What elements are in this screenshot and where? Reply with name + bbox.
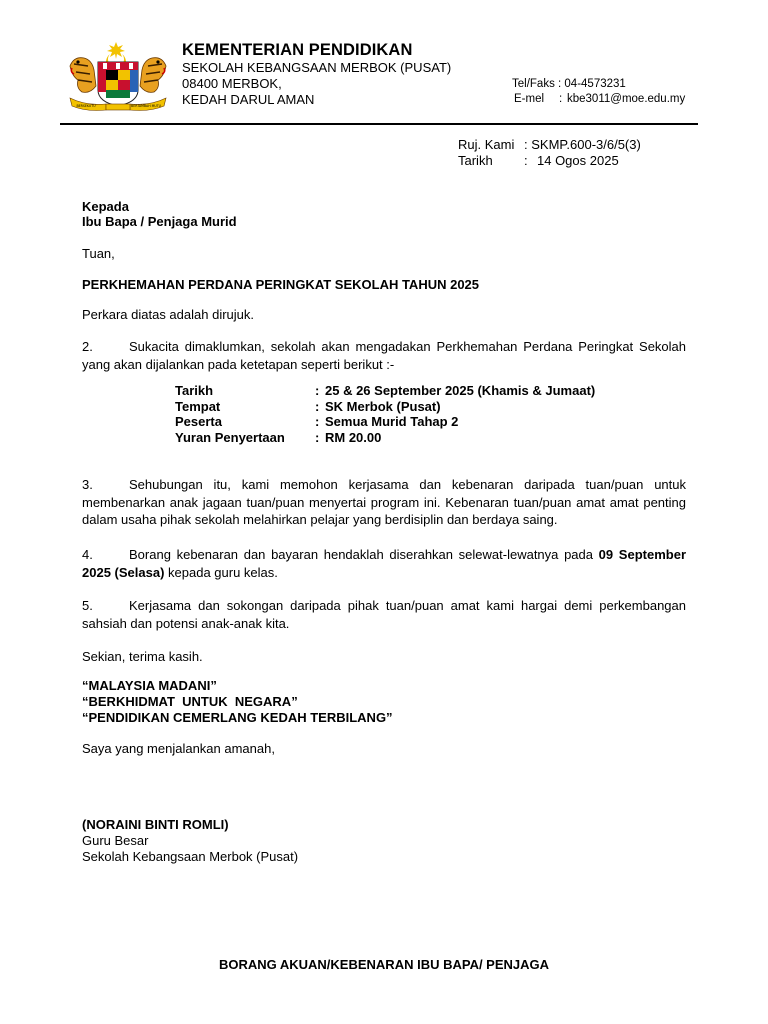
details-label: Tempat [175, 398, 221, 414]
ref-value: : SKMP.600-3/6/5(3) [524, 137, 641, 152]
details-label: Tarikh [175, 383, 214, 398]
ref-label: Ruj. Kami [458, 137, 515, 152]
recipient-name: Ibu Bapa / Penjaga Murid [82, 214, 237, 229]
slogan-2: “BERKHIDMAT UNTUK NEGARA” [82, 694, 298, 709]
date-value: 14 Ogos 2025 [537, 153, 619, 168]
telfax: Tel/Faks : 04-4573231 [512, 78, 626, 90]
ministry-title: KEMENTERIAN PENDIDIKAN [182, 41, 413, 59]
email-address: kbe3011@moe.edu.my [567, 93, 686, 105]
form-title: BORANG AKUAN/KEBENARAN IBU BAPA/ PENJAGA [218, 957, 550, 972]
details-separator: : [315, 429, 320, 445]
letterhead-divider [60, 123, 698, 125]
details-table [175, 383, 595, 445]
amanah-text: Saya yang menjalankan amanah, [82, 741, 275, 756]
closing-text: Sekian, terima kasih. [82, 649, 203, 664]
details-separator: : [315, 398, 320, 414]
salutation: Tuan, [82, 246, 115, 261]
details-row [175, 430, 595, 446]
paragraph-text-end: kepada guru kelas. [164, 564, 278, 580]
crest-motto-left: BERSEKUTU [76, 104, 96, 108]
details-value: 25 & 26 September 2025 (Khamis & Jumaat) [325, 383, 596, 398]
details-separator: : [315, 414, 320, 429]
details-separator: : [315, 383, 320, 398]
subject-heading: PERKHEMAHAN PERDANA PERINGKAT SEKOLAH TAHUN 2025 [82, 277, 480, 292]
recipient-kepada: Kepada [82, 199, 129, 214]
coat-of-arms-logo [66, 40, 170, 116]
email-separator: : [559, 93, 563, 105]
details-row [175, 383, 595, 399]
date-separator: : [524, 153, 528, 168]
email-label: E-mel [514, 93, 545, 105]
address-line-1: 08400 MERBOK, [182, 76, 282, 91]
paragraph-2 [82, 338, 686, 373]
details-value: RM 20.00 [325, 429, 382, 445]
paragraph-5 [82, 597, 686, 632]
paragraph-number: 4. [82, 547, 93, 562]
details-label: Yuran Penyertaan [175, 429, 285, 445]
paragraph-text: Sukacita dimaklumkan, sekolah akan mengadakan Perkhemahan Perdana Peringkat Sekolah yang akan dijalankan pada ketetapan seperti berikut :- [82, 339, 686, 372]
details-row [175, 414, 595, 430]
signatory-school: Sekolah Kebangsaan Merbok (Pusat) [82, 849, 299, 864]
address-line-2: KEDAH DARUL AMAN [182, 92, 315, 107]
intro-text: Perkara diatas adalah dirujuk. [82, 307, 254, 322]
paragraph-number: 2. [82, 339, 93, 354]
crest-motto-right: BERTAMBAH MUTU [131, 104, 161, 108]
paragraph-4 [82, 546, 686, 581]
details-value: SK Merbok (Pusat) [325, 398, 441, 414]
details-value: Semua Murid Tahap 2 [325, 414, 459, 429]
slogan-3: “PENDIDIKAN CEMERLANG KEDAH TERBILANG” [82, 710, 393, 725]
paragraph-number: 3. [82, 477, 93, 492]
deadline-date: 09 September 2025 (Selasa) [82, 547, 686, 580]
details-row [175, 399, 595, 415]
signatory-name: (NORAINI BINTI ROMLI) [82, 817, 229, 832]
paragraph-text: Borang kebenaran dan bayaran hendaklah diserahkan selewat-lewatnya pada [129, 547, 599, 562]
date-label: Tarikh [458, 153, 493, 168]
paragraph-3 [82, 476, 686, 529]
signatory-title: Guru Besar [82, 833, 149, 848]
school-name: SEKOLAH KEBANGSAAN MERBOK (PUSAT) [182, 60, 452, 75]
paragraph-number: 5. [82, 598, 93, 613]
paragraph-text: Kerjasama dan sokongan daripada pihak tuan/puan amat kami hargai demi perkembangan sahsiah dan potensi anak-anak kita. [82, 598, 686, 631]
slogan-1: “MALAYSIA MADANI” [82, 678, 217, 693]
details-label: Peserta [175, 414, 222, 429]
paragraph-text: Sehubungan itu, kami memohon kerjasama dan kebenaran daripada tuan/puan untuk membenarkan anak jagaan tuan/puan menyertai program ini. Kebenaran tuan/puan amat amat penting dalam usaha pihak sekolah melahirkan pelajar yang berdisiplin dan berdaya saing. [82, 477, 686, 527]
